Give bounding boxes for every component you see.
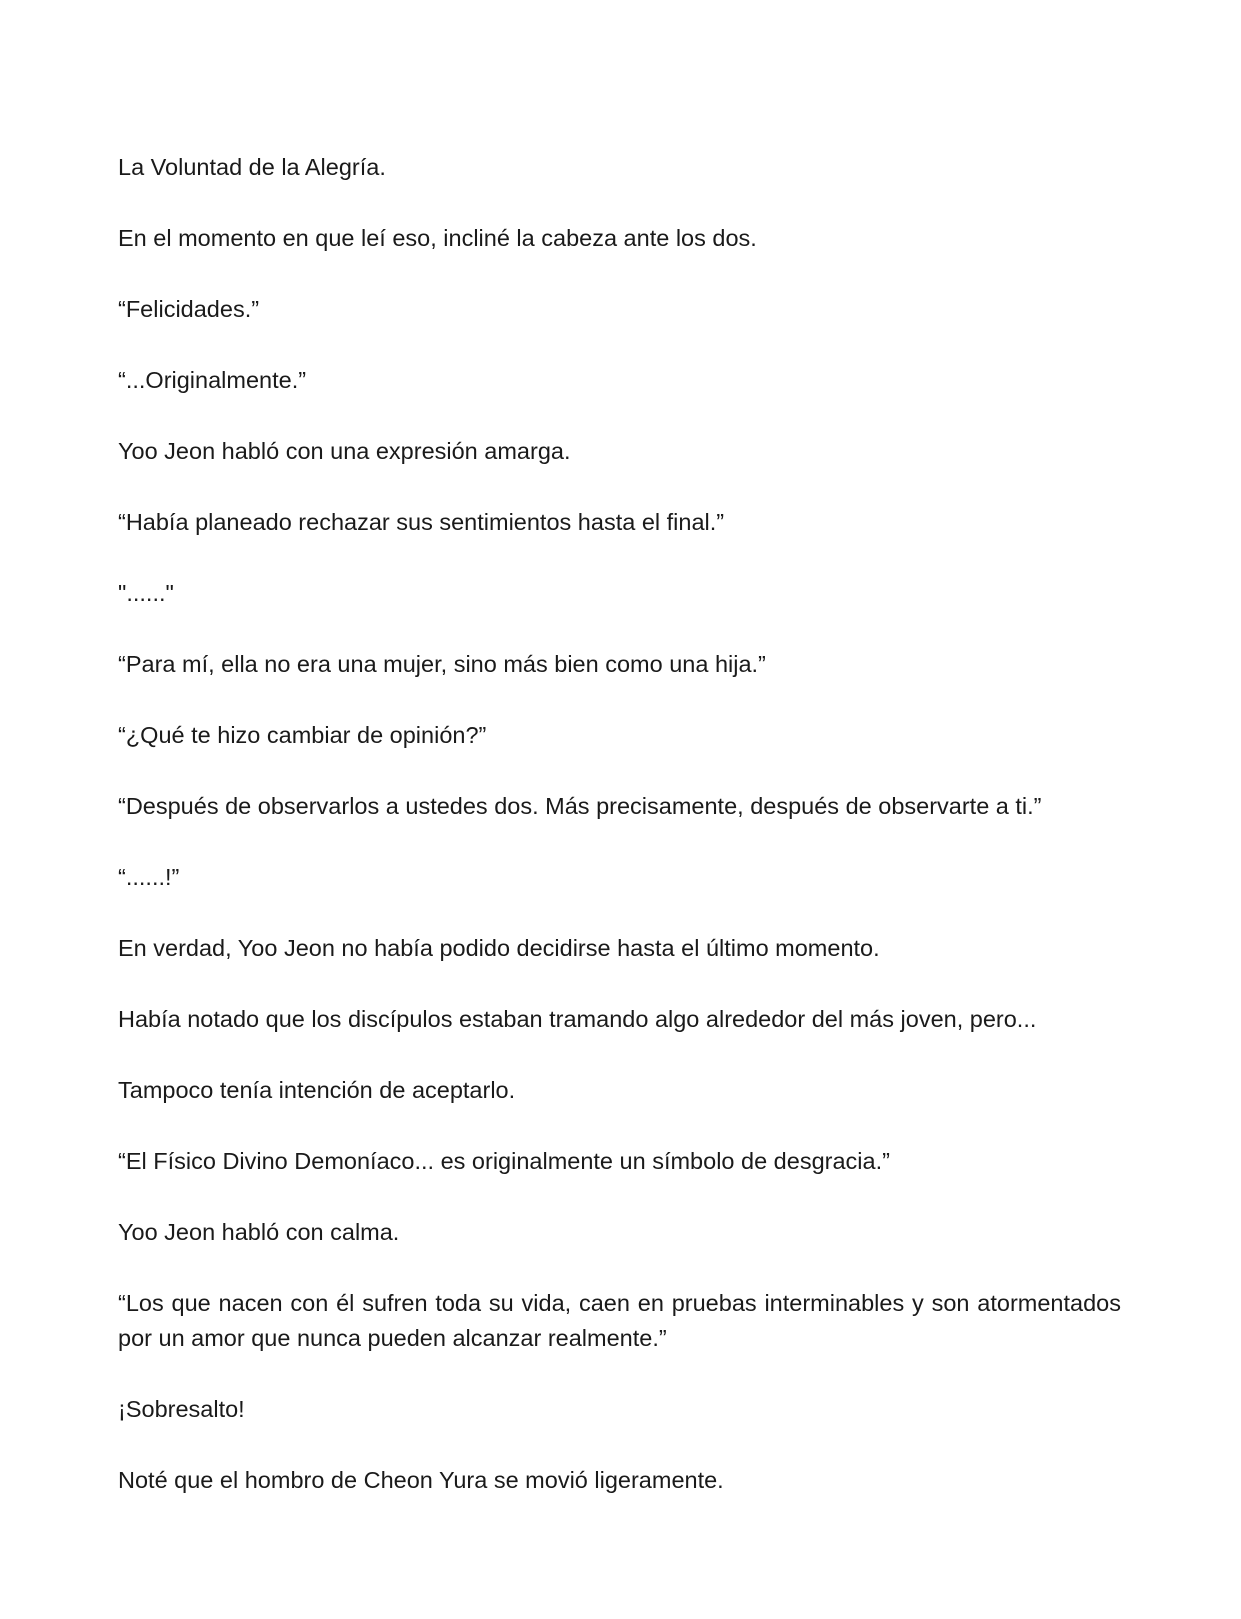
paragraph: En verdad, Yoo Jeon no había podido decidirse hasta el último momento. — [118, 935, 880, 961]
paragraph: “...Originalmente.” — [118, 367, 307, 393]
paragraph: Yoo Jeon habló con una expresión amarga. — [118, 438, 571, 464]
paragraph: Tampoco tenía intención de aceptarlo. — [118, 1077, 516, 1103]
paragraph: “Los que nacen con él sufren toda su vida, caen en pruebas interminables y son atormentados por un amor que nunca pueden alcanzar realmente.” — [118, 1290, 1121, 1351]
paragraph: “Había planeado rechazar sus sentimientos hasta el final.” — [118, 509, 725, 535]
paragraph: "......" — [118, 580, 174, 606]
paragraph: En el momento en que leí eso, incliné la cabeza ante los dos. — [118, 225, 757, 251]
paragraph: “El Físico Divino Demoníaco... es originalmente un símbolo de desgracia.” — [118, 1148, 890, 1174]
paragraph: Noté que el hombro de Cheon Yura se movió ligeramente. — [118, 1467, 724, 1493]
paragraph: Había notado que los discípulos estaban tramando algo alrededor del más joven, pero... — [118, 1006, 1037, 1032]
paragraph: Yoo Jeon habló con calma. — [118, 1219, 400, 1245]
paragraph: “Para mí, ella no era una mujer, sino más bien como una hija.” — [118, 651, 766, 677]
paragraph: “Felicidades.” — [118, 296, 260, 322]
paragraph: La Voluntad de la Alegría. — [118, 154, 386, 180]
paragraph: “Después de observarlos a ustedes dos. Más precisamente, después de observarte a ti.” — [118, 793, 1042, 819]
paragraph: “¿Qué te hizo cambiar de opinión?” — [118, 722, 487, 748]
paragraph: “......!” — [118, 864, 180, 890]
document-body — [118, 150, 1121, 1534]
paragraph: ¡Sobresalto! — [118, 1396, 245, 1422]
